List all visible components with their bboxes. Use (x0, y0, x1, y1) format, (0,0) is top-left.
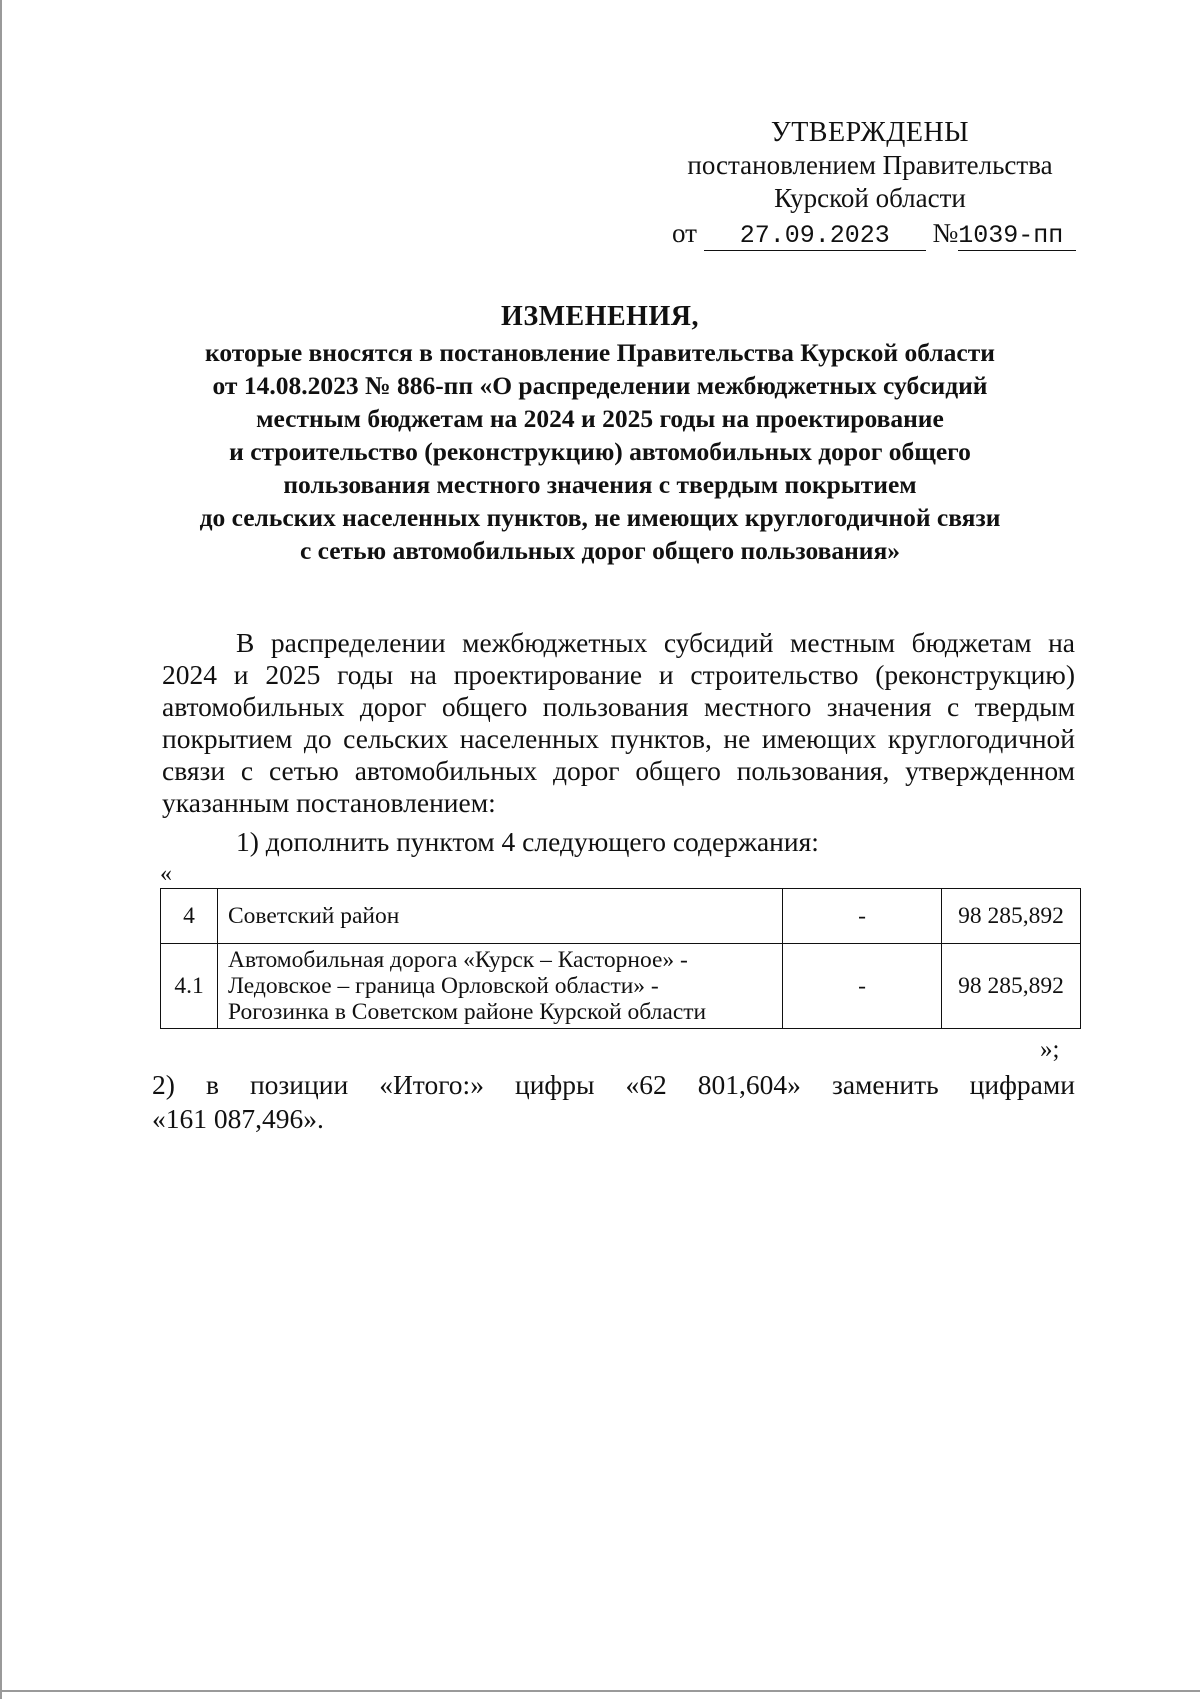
row-name-line: Автомобильная дорога «Курск – Касторное» - (228, 947, 688, 973)
row-col3: - (783, 944, 942, 1029)
quote-open: « (160, 861, 172, 887)
title-main: ИЗМЕНЕНИЯ, (501, 301, 699, 332)
row-amount: 98 285,892 (942, 944, 1081, 1029)
approval-heading: УТВЕРЖДЕНЫ (770, 117, 970, 148)
row-number: 4.1 (161, 944, 218, 1029)
item-1: 1) дополнить пунктом 4 следующего содержания: (236, 826, 819, 857)
row-name (218, 889, 783, 944)
number-label: № (932, 218, 959, 248)
scan-edge-left (0, 0, 2, 1699)
row-col3: - (783, 889, 942, 944)
item-2: 2) в позиции «Итого:» цифры «62 801,604» заменить цифрами (152, 1069, 1075, 1100)
approval-line-2: Курской области (774, 183, 966, 213)
document-title (150, 300, 1050, 567)
title-line: местным бюджетам на 2024 и 2025 годы на проектирование (256, 404, 944, 433)
scan-edge-bottom (0, 1690, 1200, 1692)
approval-block (640, 116, 1100, 251)
approval-dateline (672, 217, 1132, 251)
table-row (161, 944, 1081, 1029)
approval-line-1: постановлением Правительства (687, 150, 1053, 180)
row-name-line: Советский район (228, 902, 400, 929)
title-line: с сетью автомобильных дорог общего пользования» (299, 536, 901, 565)
title-line: и строительство (реконструкцию) автомобильных дорог общего (229, 437, 971, 466)
amendment-table (160, 888, 1081, 1029)
from-label: от (672, 218, 697, 248)
body-text (162, 627, 1075, 819)
row-number: 4 (161, 889, 218, 944)
row-name (218, 944, 783, 1029)
quote-close: »; (1040, 1036, 1060, 1063)
title-line: от 14.08.2023 № 886-пп «О распределении межбюджетных субсидий (212, 371, 988, 400)
title-line: до сельских населенных пунктов, не имеющих круглогодичной связи (199, 503, 1001, 532)
title-line: пользования местного значения с твердым покрытием (283, 470, 917, 499)
body-paragraph: В распределении межбюджетных субсидий местным бюджетам на 2024 и 2025 годы на проектирование и строительство (реконструкцию) автомобильных дорог общего пользования местного значения с твердым покрытием до сельских населенных пунктов, не имеющих круглогодичной связи с сетью автомобильных дорог общего пользования, утвержденном указанным постановлением: (162, 627, 1075, 818)
title-line: которые вносятся в постановление Правительства Курской области (205, 338, 995, 367)
table-row (161, 889, 1081, 944)
row-amount: 98 285,892 (942, 889, 1081, 944)
approval-date: 27.09.2023 (704, 222, 926, 251)
approval-number: 1039-пп (958, 222, 1076, 251)
item-2-continuation: «161 087,496». (152, 1103, 324, 1134)
row-name-line: Ледовское – граница Орловской области» - (228, 973, 659, 999)
row-name-line: Рогозинка в Советском районе Курской области (228, 999, 707, 1025)
